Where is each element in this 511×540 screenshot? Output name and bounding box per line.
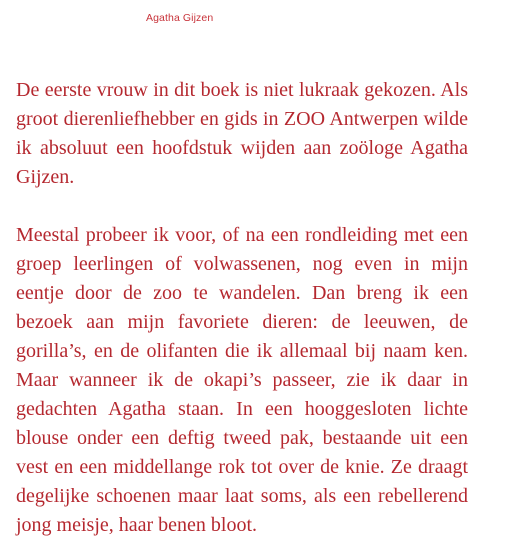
paragraph-intro: De eerste vrouw in dit boek is niet lukraak gekozen. Als groot dierenliefhebber en gids in ZOO Antwerpen wilde ik absoluut een hoofdstuk wijden aan zoöloge Agatha Gijzen. — [16, 79, 468, 188]
running-header-title: Agatha Gijzen — [146, 12, 214, 24]
paragraph-zoo-visit: Meestal probeer ik voor, of na een rondleiding met een groep leerlingen of volwassenen, nog even in mijn eentje door de zoo te wandelen. Dan breng ik een bezoek aan mijn favoriete dieren: de leeuwen, de gorilla’s, en de olifanten die ik allemaal bij naam ken. Maar wanneer ik de okapi’s passeer, zie ik daar in gedachten Agatha staan. In een hooggesloten lichte blouse onder een deftig tweed pak, bestaande uit een vest en een middellange rok tot over de knie. Ze draagt degelijke schoenen maar laat soms, als een rebellerend jong meisje, haar benen bloot. — [16, 224, 468, 536]
page-body — [16, 76, 468, 540]
